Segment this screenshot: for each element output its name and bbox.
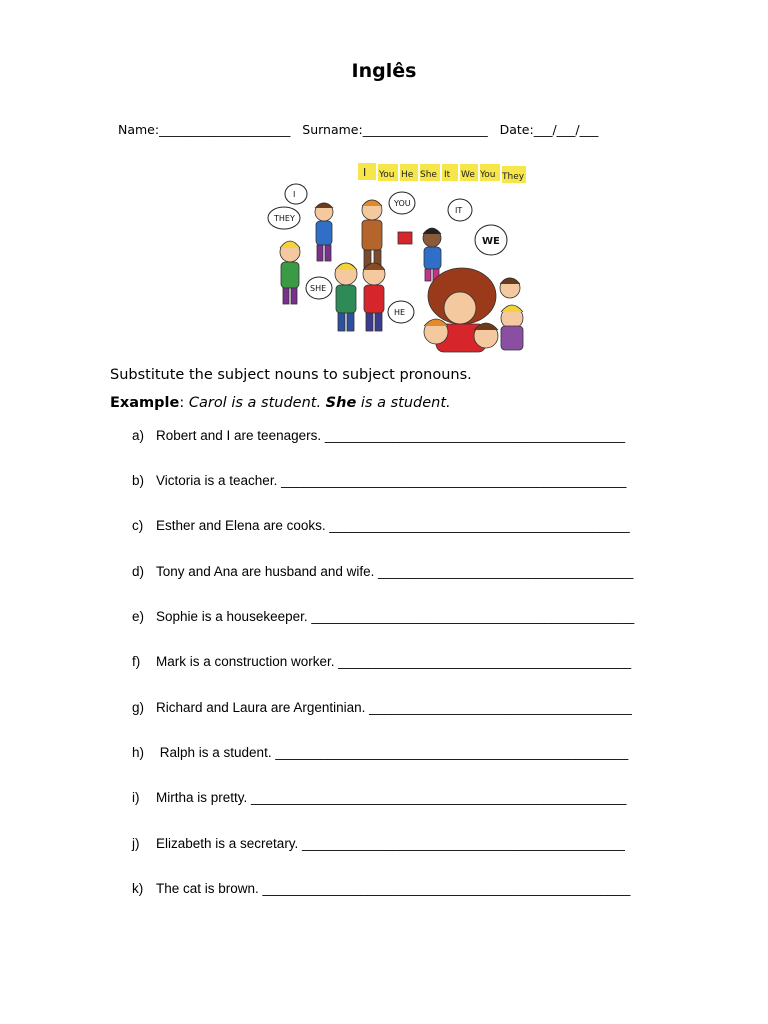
exercise-text: Tony and Ana are husband and wife. __________________________________ <box>156 564 634 579</box>
speech-bubble-text: HE <box>394 308 406 317</box>
speech-bubble-text: SHE <box>310 284 327 293</box>
example-rest: is a student. <box>356 395 451 411</box>
speech-bubble-text: I <box>293 190 296 199</box>
instruction-text: Substitute the subject nouns to subject pronouns. <box>110 367 472 383</box>
speech-bubble-text: WE <box>482 236 500 247</box>
exercise-item <box>132 564 633 579</box>
pronouns-children-illustration-icon <box>254 160 530 354</box>
exercise-item <box>132 518 630 533</box>
exercise-label: j) <box>132 836 140 851</box>
exercise-text: Victoria is a teacher. ______________________________________________ <box>156 473 627 488</box>
speech-bubble-text: THEY <box>274 214 295 223</box>
exercise-label: g) <box>132 700 145 715</box>
exercise-item <box>132 790 626 805</box>
example-line <box>110 395 451 411</box>
example-colon: : <box>179 395 189 411</box>
exercise-text: Richard and Laura are Argentinian. ___________________________________ <box>156 700 632 715</box>
speech-bubble-text: YOU <box>394 199 411 208</box>
exercise-label: f) <box>132 654 141 669</box>
student-info-fields: Name:_____________________ Surname:____________________ Date:___/___/___ <box>118 122 599 137</box>
example-sentence: Carol is a student. <box>188 395 326 411</box>
exercise-item <box>132 428 625 443</box>
exercise-text: Elizabeth is a secretary. ___________________________________________ <box>156 836 625 851</box>
banner-word: You <box>379 170 395 180</box>
exercise-text: Mark is a construction worker. _______________________________________ <box>156 654 632 669</box>
speech-bubble-text: IT <box>455 206 463 215</box>
exercise-label: h) <box>132 745 145 760</box>
exercise-item <box>132 700 632 715</box>
banner-word: She <box>420 170 437 180</box>
exercise-item <box>132 836 625 851</box>
example-pronoun: She <box>325 395 357 411</box>
banner-word: It <box>444 170 451 180</box>
exercise-item <box>132 654 631 669</box>
exercise-label: c) <box>132 518 144 533</box>
exercise-text: Mirtha is pretty. __________________________________________________ <box>156 790 627 805</box>
banner-word: They <box>502 172 525 182</box>
exercise-label: a) <box>132 428 145 443</box>
exercise-label: i) <box>132 790 140 805</box>
exercise-label: k) <box>132 881 144 896</box>
exercise-text: The cat is brown. _________________________________________________ <box>156 881 631 896</box>
example-label: Example <box>110 395 180 411</box>
exercise-label: b) <box>132 473 145 488</box>
exercise-item <box>132 473 626 488</box>
exercise-text: Sophie is a housekeeper. ___________________________________________ <box>156 609 635 624</box>
exercise-item <box>132 609 634 624</box>
exercise-text: Esther and Elena are cooks. ________________________________________ <box>156 518 630 533</box>
exercise-item <box>132 881 630 896</box>
banner-word: You <box>480 170 496 180</box>
exercise-text: Ralph is a student. _______________________________________________ <box>156 745 629 760</box>
exercise-label: d) <box>132 564 145 579</box>
banner-word: We <box>461 170 475 180</box>
exercise-item <box>132 745 628 760</box>
banner-word: I <box>363 166 367 179</box>
page-title: Inglês <box>351 60 417 82</box>
banner-word: He <box>401 170 414 180</box>
exercise-label: e) <box>132 609 145 624</box>
exercise-text: Robert and I are teenagers. ________________________________________ <box>156 428 626 443</box>
